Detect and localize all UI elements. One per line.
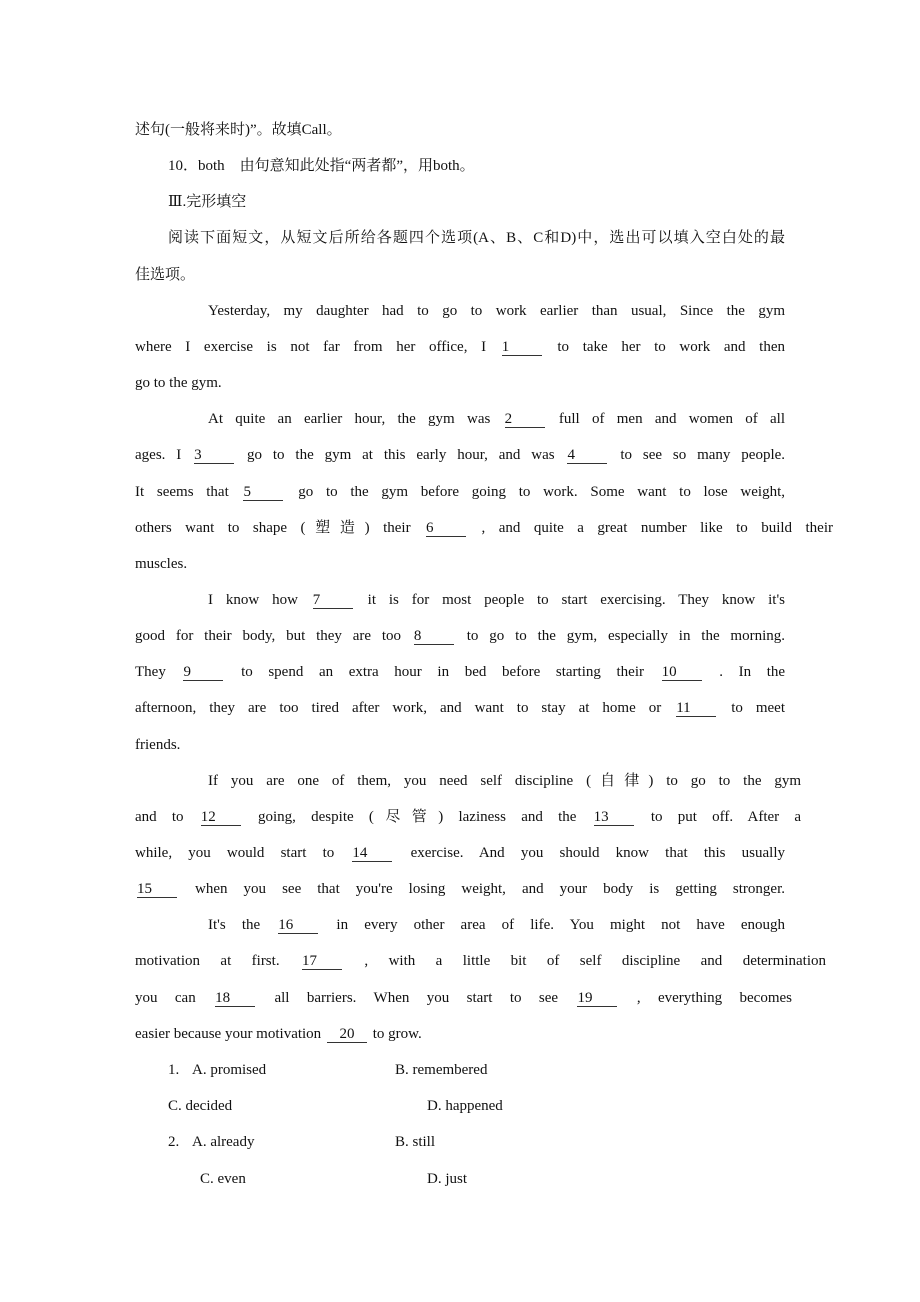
text-segment: , and quite a great number like to build their bbox=[481, 519, 833, 536]
text-segment: all barriers. When you start to see bbox=[274, 989, 576, 1006]
text-line bbox=[135, 988, 792, 1008]
text-segment: , everything becomes bbox=[636, 989, 792, 1006]
text-segment: afternoon, they are too tired after work, and want to stay at home or bbox=[135, 700, 675, 717]
option-2d: D. just bbox=[427, 1171, 468, 1187]
blank-13: 13 bbox=[594, 809, 634, 826]
question-2-number: 2. bbox=[168, 1134, 180, 1150]
text-segment: easier because your motivation bbox=[135, 1025, 325, 1042]
option-2a: A. already bbox=[192, 1134, 255, 1150]
text-segment: They bbox=[135, 664, 182, 681]
text-segment: to go to the gym, especially in the morning. bbox=[466, 628, 786, 645]
text-segment: muscles. bbox=[135, 555, 188, 572]
text-segment: exercise. And you should know that this usually bbox=[410, 845, 785, 861]
text-segment: to see so many people. bbox=[620, 447, 786, 464]
text-segment: when you see that you're losing weight, and your body is getting stronger. bbox=[195, 881, 785, 898]
text-line bbox=[135, 879, 785, 899]
blank-4: 4 bbox=[567, 447, 607, 464]
text-segment: it is for most people to start exercising. They know it's bbox=[367, 591, 785, 608]
text-line bbox=[135, 1024, 422, 1044]
text-segment: while, you would start to bbox=[135, 845, 351, 861]
text-segment: in every other area of life. You might not have enough bbox=[336, 917, 786, 934]
text-segment: 阅读下面短文，从短文后所给各题四个选项(A、B、C和D)中，选出可以填入空白处的最 bbox=[168, 230, 785, 247]
text-segment: go to the gym before going to work. Some want to lose weight, bbox=[298, 483, 785, 500]
blank-20: 20 bbox=[327, 1026, 367, 1043]
text-line bbox=[135, 807, 801, 827]
text-line bbox=[135, 951, 826, 971]
text-line bbox=[168, 156, 475, 176]
blank-10: 10 bbox=[662, 664, 702, 681]
text-segment: and to bbox=[135, 808, 199, 825]
blank-14: 14 bbox=[352, 845, 392, 862]
text-line bbox=[208, 915, 785, 935]
text-segment: to meet bbox=[731, 700, 786, 717]
blank-16: 16 bbox=[278, 917, 318, 934]
text-segment: 10．both 由句意知此处指“两者都”，用both。 bbox=[168, 158, 475, 175]
text-line bbox=[135, 373, 222, 393]
blank-2: 2 bbox=[505, 411, 545, 428]
text-segment: 述句(一般将来时)”。故填Call。 bbox=[135, 122, 342, 138]
text-line bbox=[168, 228, 785, 248]
text-segment: others want to shape (塑造) their bbox=[135, 519, 425, 536]
text-segment: full of men and women of all bbox=[558, 411, 785, 428]
text-line bbox=[135, 518, 833, 538]
text-segment: friends. bbox=[135, 736, 181, 753]
text-segment: Ⅲ.完形填空 bbox=[168, 194, 247, 211]
option-2c: C. even bbox=[200, 1171, 246, 1187]
blank-5: 5 bbox=[243, 484, 283, 501]
text-line bbox=[135, 265, 195, 285]
text-line bbox=[135, 482, 785, 502]
text-line bbox=[135, 120, 342, 140]
text-segment: I know how bbox=[208, 591, 311, 608]
option-1a: A. promised bbox=[192, 1062, 267, 1078]
text-line bbox=[135, 626, 785, 646]
blank-19: 19 bbox=[577, 990, 617, 1007]
blank-12: 12 bbox=[201, 809, 241, 826]
blank-6: 6 bbox=[426, 520, 466, 537]
option-1c: C. decided bbox=[168, 1098, 233, 1114]
question-1-number: 1. bbox=[168, 1062, 180, 1078]
text-line bbox=[135, 554, 187, 574]
text-segment: go to the gym at this early hour, and was bbox=[247, 447, 566, 464]
text-segment: to spend an extra hour in bed before starting their bbox=[241, 664, 660, 681]
text-segment: ages. I bbox=[135, 447, 193, 464]
text-segment: . In the bbox=[719, 664, 786, 681]
blank-8: 8 bbox=[414, 628, 454, 645]
blank-15: 15 bbox=[137, 881, 177, 898]
text-segment: to grow. bbox=[368, 1025, 422, 1042]
text-line bbox=[168, 192, 246, 212]
blank-1: 1 bbox=[502, 339, 542, 356]
text-segment: 佳选项。 bbox=[135, 266, 196, 283]
text-line bbox=[135, 662, 785, 682]
text-line bbox=[135, 337, 785, 357]
text-line bbox=[208, 409, 785, 429]
option-2b: B. still bbox=[395, 1134, 436, 1150]
blank-3: 3 bbox=[194, 447, 234, 464]
text-segment: to put off. After a bbox=[650, 808, 802, 825]
text-segment: Yesterday, my daughter had to go to work earlier than usual, Since the gym bbox=[208, 302, 785, 319]
text-segment: going, despite (尽管) laziness and the bbox=[258, 808, 592, 825]
text-line bbox=[208, 301, 785, 321]
text-segment: to take her to work and then bbox=[557, 338, 786, 355]
text-segment: It's the bbox=[208, 917, 277, 934]
text-line bbox=[135, 698, 785, 718]
blank-18: 18 bbox=[215, 990, 255, 1007]
text-segment: If you are one of them, you need self discipline (自律) to go to the gym bbox=[208, 772, 801, 789]
text-line bbox=[135, 445, 785, 465]
text-segment: It seems that bbox=[135, 483, 242, 500]
blank-17: 17 bbox=[302, 953, 342, 970]
text-segment: motivation at first. bbox=[135, 953, 300, 970]
text-segment: you can bbox=[135, 989, 214, 1006]
blank-9: 9 bbox=[183, 664, 223, 681]
text-line bbox=[208, 771, 801, 791]
text-segment: At quite an earlier hour, the gym was bbox=[208, 411, 503, 428]
text-line bbox=[208, 590, 785, 610]
option-1d: D. happened bbox=[427, 1098, 503, 1114]
text-segment: go to the gym. bbox=[135, 375, 222, 392]
blank-7: 7 bbox=[313, 592, 353, 609]
text-line bbox=[135, 735, 180, 755]
option-1b: B. remembered bbox=[395, 1062, 488, 1078]
text-segment: good for their body, but they are too bbox=[135, 628, 412, 645]
text-segment: , with a little bit of self discipline and determination bbox=[364, 953, 826, 970]
text-segment: where I exercise is not far from her office, I bbox=[135, 338, 500, 355]
blank-11: 11 bbox=[676, 700, 716, 717]
text-line bbox=[135, 843, 785, 863]
